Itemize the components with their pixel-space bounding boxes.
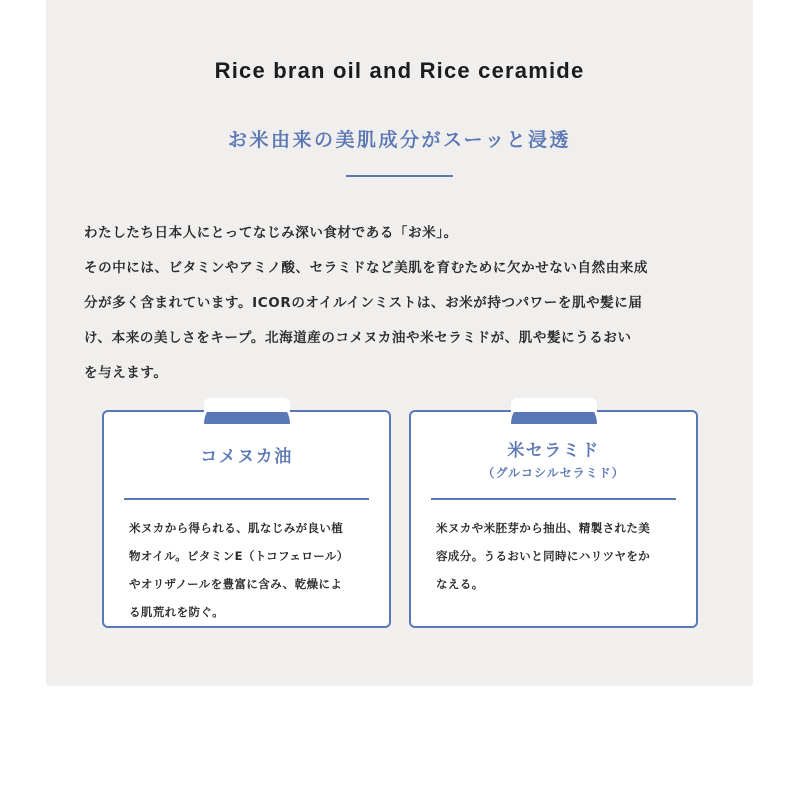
intro-line: を与えます。 xyxy=(84,365,168,381)
card-divider xyxy=(431,498,676,500)
rice-bran-oil-card xyxy=(102,410,391,628)
card-text-line: 米ヌカから得られる、肌なじみが良い植 xyxy=(129,521,344,535)
card-tab-decoration xyxy=(511,398,597,424)
card-description xyxy=(436,514,676,598)
card-divider xyxy=(124,498,369,500)
card-title: コメヌカ油 xyxy=(200,447,293,467)
card-text-line: 物オイル。ビタミンE（トコフェロール） xyxy=(129,549,349,563)
intro-line: 分が多く含まれています。ICORのオイルインミストは、お米が持つパワーを肌や髪に届 xyxy=(84,295,643,311)
card-subtitle: （グルコシルセラミド） xyxy=(482,466,625,480)
card-text-line: る肌荒れを防ぐ。 xyxy=(129,605,224,619)
page-subtitle: お米由来の美肌成分がスーッと浸透 xyxy=(227,129,572,151)
card-text-line: やオリザノールを豊富に含み、乾燥によ xyxy=(129,577,343,591)
page-title: Rice bran oil and Rice ceramide xyxy=(214,58,585,83)
card-text-line: 米ヌカや米胚芽から抽出、精製された美 xyxy=(436,521,651,535)
intro-line: わたしたち日本人にとってなじみ深い食材である「お米」。 xyxy=(84,225,458,241)
card-tab-decoration xyxy=(204,398,290,424)
card-description xyxy=(129,514,369,626)
rice-ceramide-card xyxy=(409,410,698,628)
card-text-line: 容成分。うるおいと同時にハリツヤをか xyxy=(436,549,651,563)
card-text-line: なえる。 xyxy=(436,577,484,591)
card-title: 米セラミド xyxy=(507,441,600,461)
intro-paragraph xyxy=(84,216,724,391)
title-divider xyxy=(346,175,453,177)
intro-line: その中には、ビタミンやアミノ酸、セラミドなど美肌を育むために欠かせない自然由来成 xyxy=(84,260,648,276)
intro-line: け、本来の美しさをキープ。北海道産のコメヌカ油や米セラミドが、肌や髪にうるおい xyxy=(84,330,632,346)
content-panel xyxy=(46,0,753,686)
